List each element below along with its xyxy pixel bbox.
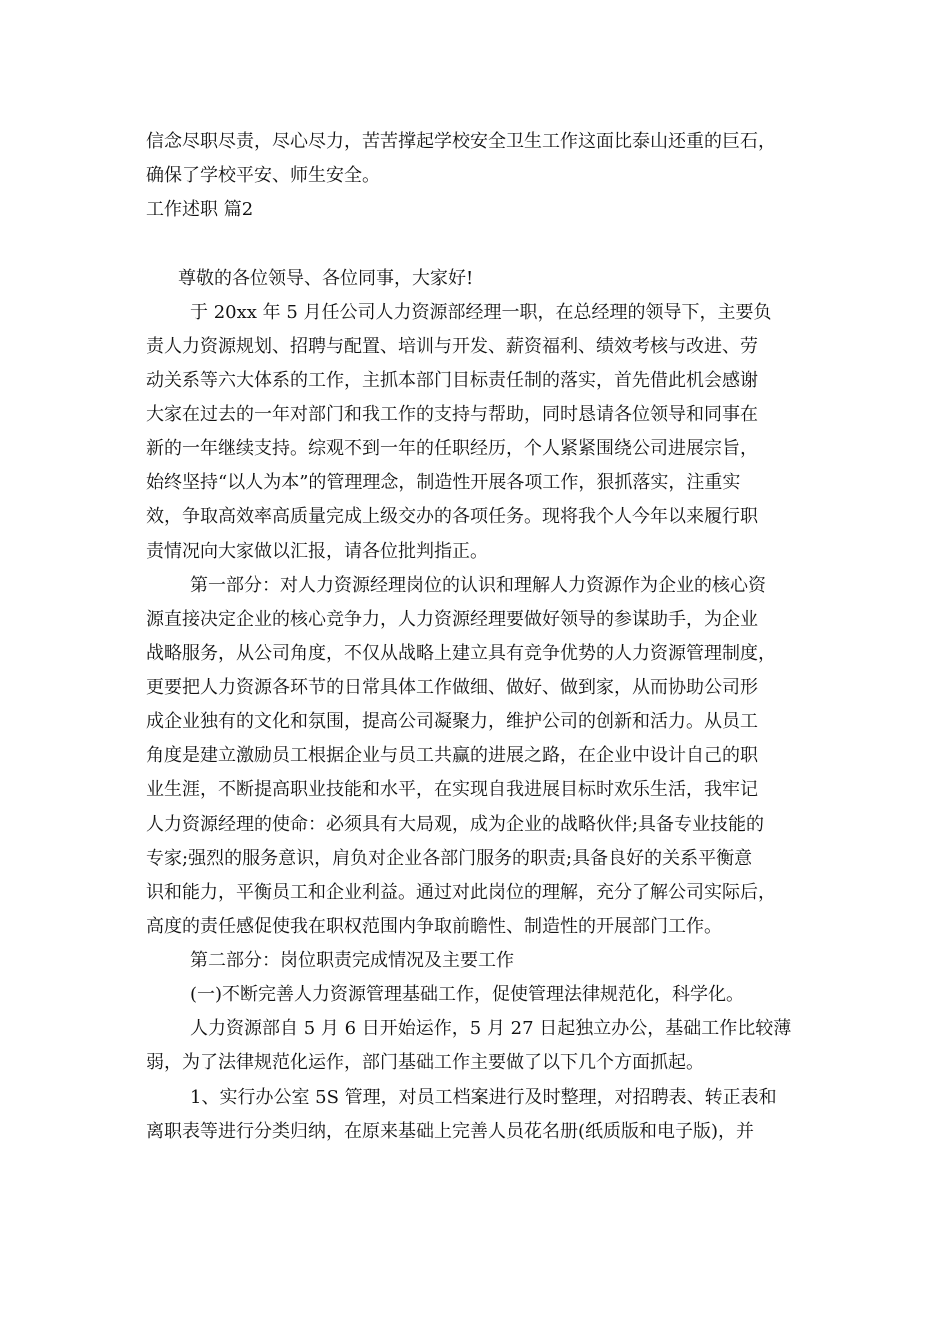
text-line: 第一部分：对人力资源经理岗位的认识和理解人力资源作为企业的核心资 xyxy=(190,575,766,596)
text-line: 业生涯，不断提高职业技能和水平，在实现自我进展目标时欢乐生活，我牢记 xyxy=(146,779,758,800)
text-line: 人力资源部自 5 月 6 日开始运作，5 月 27 日起独立办公，基础工作比较薄 xyxy=(190,1018,792,1039)
text-line: 1、实行办公室 5S 管理，对员工档案进行及时整理，对招聘表、转正表和 xyxy=(190,1087,777,1108)
text-line: 角度是建立激励员工根据企业与员工共赢的进展之路，在企业中设计自己的职 xyxy=(146,745,758,766)
text-line: 更要把人力资源各环节的日常具体工作做细、做好、做到家，从而协助公司形 xyxy=(146,677,758,698)
text-line: 源直接决定企业的核心竞争力，人力资源经理要做好领导的参谋助手，为企业 xyxy=(146,609,758,630)
text-line: 人力资源经理的使命：必须具有大局观，成为企业的战略伙伴;具备专业技能的 xyxy=(146,814,765,835)
salutation: 尊敬的各位领导、各位同事，大家好! xyxy=(178,268,474,289)
text-line: 责情况向大家做以汇报，请各位批判指正。 xyxy=(146,541,488,562)
text-line: 效，争取高效率高质量完成上级交办的各项任务。现将我个人今年以来履行职 xyxy=(146,506,758,527)
text-line: 识和能力，平衡员工和企业利益。通过对此岗位的理解，充分了解公司实际后， xyxy=(146,882,776,903)
section-heading: 工作述职 篇2 xyxy=(146,199,254,220)
subsection-heading: (一)不断完善人力资源管理基础工作，促使管理法律规范化，科学化。 xyxy=(190,984,745,1005)
section-heading: 第二部分：岗位职责完成情况及主要工作 xyxy=(190,950,514,971)
text-line: 于 20xx 年 5 月任公司人力资源部经理一职，在总经理的领导下，主要负 xyxy=(190,302,772,323)
text-line: 大家在过去的一年对部门和我工作的支持与帮助，同时恳请各位领导和同事在 xyxy=(146,404,758,425)
text-line: 离职表等进行分类归纳，在原来基础上完善人员花名册(纸质版和电子版)，并 xyxy=(146,1121,755,1142)
text-line: 专家;强烈的服务意识，肩负对企业各部门服务的职责;具备良好的关系平衡意 xyxy=(146,848,753,869)
text-line: 成企业独有的文化和氛围，提高公司凝聚力，维护公司的创新和活力。从员工 xyxy=(146,711,758,732)
text-line: 信念尽职尽责，尽心尽力，苦苦撑起学校安全卫生工作这面比泰山还重的巨石， xyxy=(146,131,776,152)
text-line: 责人力资源规划、招聘与配置、培训与开发、薪资福利、绩效考核与改进、劳 xyxy=(146,336,758,357)
text-line: 高度的责任感促使我在职权范围内争取前瞻性、制造性的开展部门工作。 xyxy=(146,916,722,937)
text-line: 战略服务，从公司角度，不仅从战略上建立具有竞争优势的人力资源管理制度， xyxy=(146,643,776,664)
text-line: 新的一年继续支持。综观不到一年的任职经历，个人紧紧围绕公司进展宗旨， xyxy=(146,438,758,459)
text-line: 始终坚持“以人为本”的管理理念，制造性开展各项工作，狠抓落实，注重实 xyxy=(146,472,741,493)
text-line: 动关系等六大体系的工作，主抓本部门目标责任制的落实，首先借此机会感谢 xyxy=(146,370,758,391)
text-line: 确保了学校平安、师生安全。 xyxy=(146,165,380,186)
text-line: 弱，为了法律规范化运作，部门基础工作主要做了以下几个方面抓起。 xyxy=(146,1052,704,1073)
